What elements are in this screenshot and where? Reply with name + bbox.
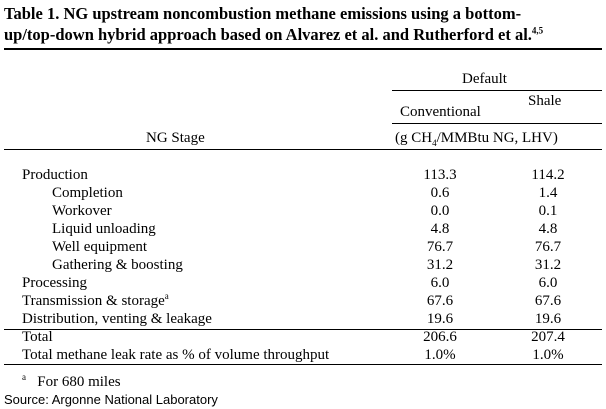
units-sub: 4 — [432, 138, 437, 148]
table-row-label — [52, 220, 156, 238]
table-caption — [4, 3, 602, 45]
total-cell-conventional: 1.0% — [424, 347, 456, 363]
header-units — [395, 129, 558, 147]
row-label-text: Transmission & storage — [22, 293, 165, 309]
cell-shale: 4.8 — [538, 221, 558, 237]
total-row-label: Total methane leak rate as % of volume throughput — [22, 347, 330, 363]
cell-shale: 114.2 — [531, 167, 565, 183]
cell-conventional: 6.0 — [430, 275, 450, 291]
cell-shale: 6.0 — [538, 275, 558, 291]
bottom-rule — [4, 364, 602, 365]
cell-conventional: 31.2 — [426, 257, 454, 273]
source-line: Source: Argonne National Laboratory — [4, 392, 218, 407]
cell-shale: 19.6 — [534, 311, 562, 327]
units-suffix: /MMBtu NG, LHV) — [436, 130, 558, 146]
cell-shale: 1.4 — [538, 185, 558, 201]
total-cell-shale: 1.0% — [532, 347, 564, 363]
cell-conventional: 113.3 — [423, 167, 457, 183]
cell-shale: 76.7 — [534, 239, 562, 255]
header-ng-stage: NG Stage — [146, 130, 205, 146]
column-rule — [392, 123, 602, 124]
table-row-label — [52, 184, 123, 202]
header-rule — [4, 149, 602, 150]
total-cell-shale: 207.4 — [531, 329, 565, 345]
caption-line-2 — [4, 24, 602, 45]
table-row-label — [22, 274, 87, 292]
table-row-label — [22, 310, 212, 328]
footnote-text: For 680 miles — [37, 374, 121, 390]
table-row-label — [52, 202, 112, 220]
footnote-marker: a — [22, 372, 26, 382]
cell-conventional: 4.8 — [430, 221, 450, 237]
cell-shale: 67.6 — [534, 293, 562, 309]
row-label-text: Workover — [52, 203, 112, 219]
row-label-text: Processing — [22, 275, 87, 291]
row-label-text: Well equipment — [52, 239, 148, 255]
cell-conventional: 19.6 — [426, 311, 454, 327]
total-cell-conventional: 206.6 — [423, 329, 457, 345]
header-conventional: Conventional — [400, 104, 481, 120]
table-row-label — [22, 292, 169, 310]
table-row-label — [52, 238, 147, 256]
cell-conventional: 76.7 — [426, 239, 454, 255]
row-label-footnote-marker: a — [164, 291, 169, 301]
total-row-label: Total — [22, 329, 53, 345]
cell-shale: 0.1 — [538, 203, 558, 219]
row-label-text: Production — [22, 167, 88, 183]
table-row-label — [52, 256, 183, 274]
header-shale: Shale — [528, 93, 562, 109]
cell-conventional: 67.6 — [426, 293, 454, 309]
units-prefix: (g CH — [395, 130, 433, 146]
row-label-text: Gathering & boosting — [52, 257, 183, 273]
cell-conventional: 0.6 — [430, 185, 450, 201]
cell-shale: 31.2 — [534, 257, 562, 273]
footnote — [22, 373, 121, 391]
caption-refs: 4,5 — [531, 25, 544, 36]
row-label-text: Completion — [52, 185, 123, 201]
default-rule — [392, 90, 602, 91]
caption-line-1: Table 1. NG upstream noncombustion methane emissions using a bottom- — [4, 4, 522, 23]
table-row-label — [22, 166, 88, 184]
header-default: Default — [462, 71, 507, 87]
cell-conventional: 0.0 — [430, 203, 450, 219]
caption-line-2-text: up/top-down hybrid approach based on Alvarez et al. and Rutherford et al. — [4, 25, 532, 44]
top-rule — [4, 48, 602, 50]
row-label-text: Distribution, venting & leakage — [22, 311, 212, 327]
row-label-text: Liquid unloading — [52, 221, 156, 237]
